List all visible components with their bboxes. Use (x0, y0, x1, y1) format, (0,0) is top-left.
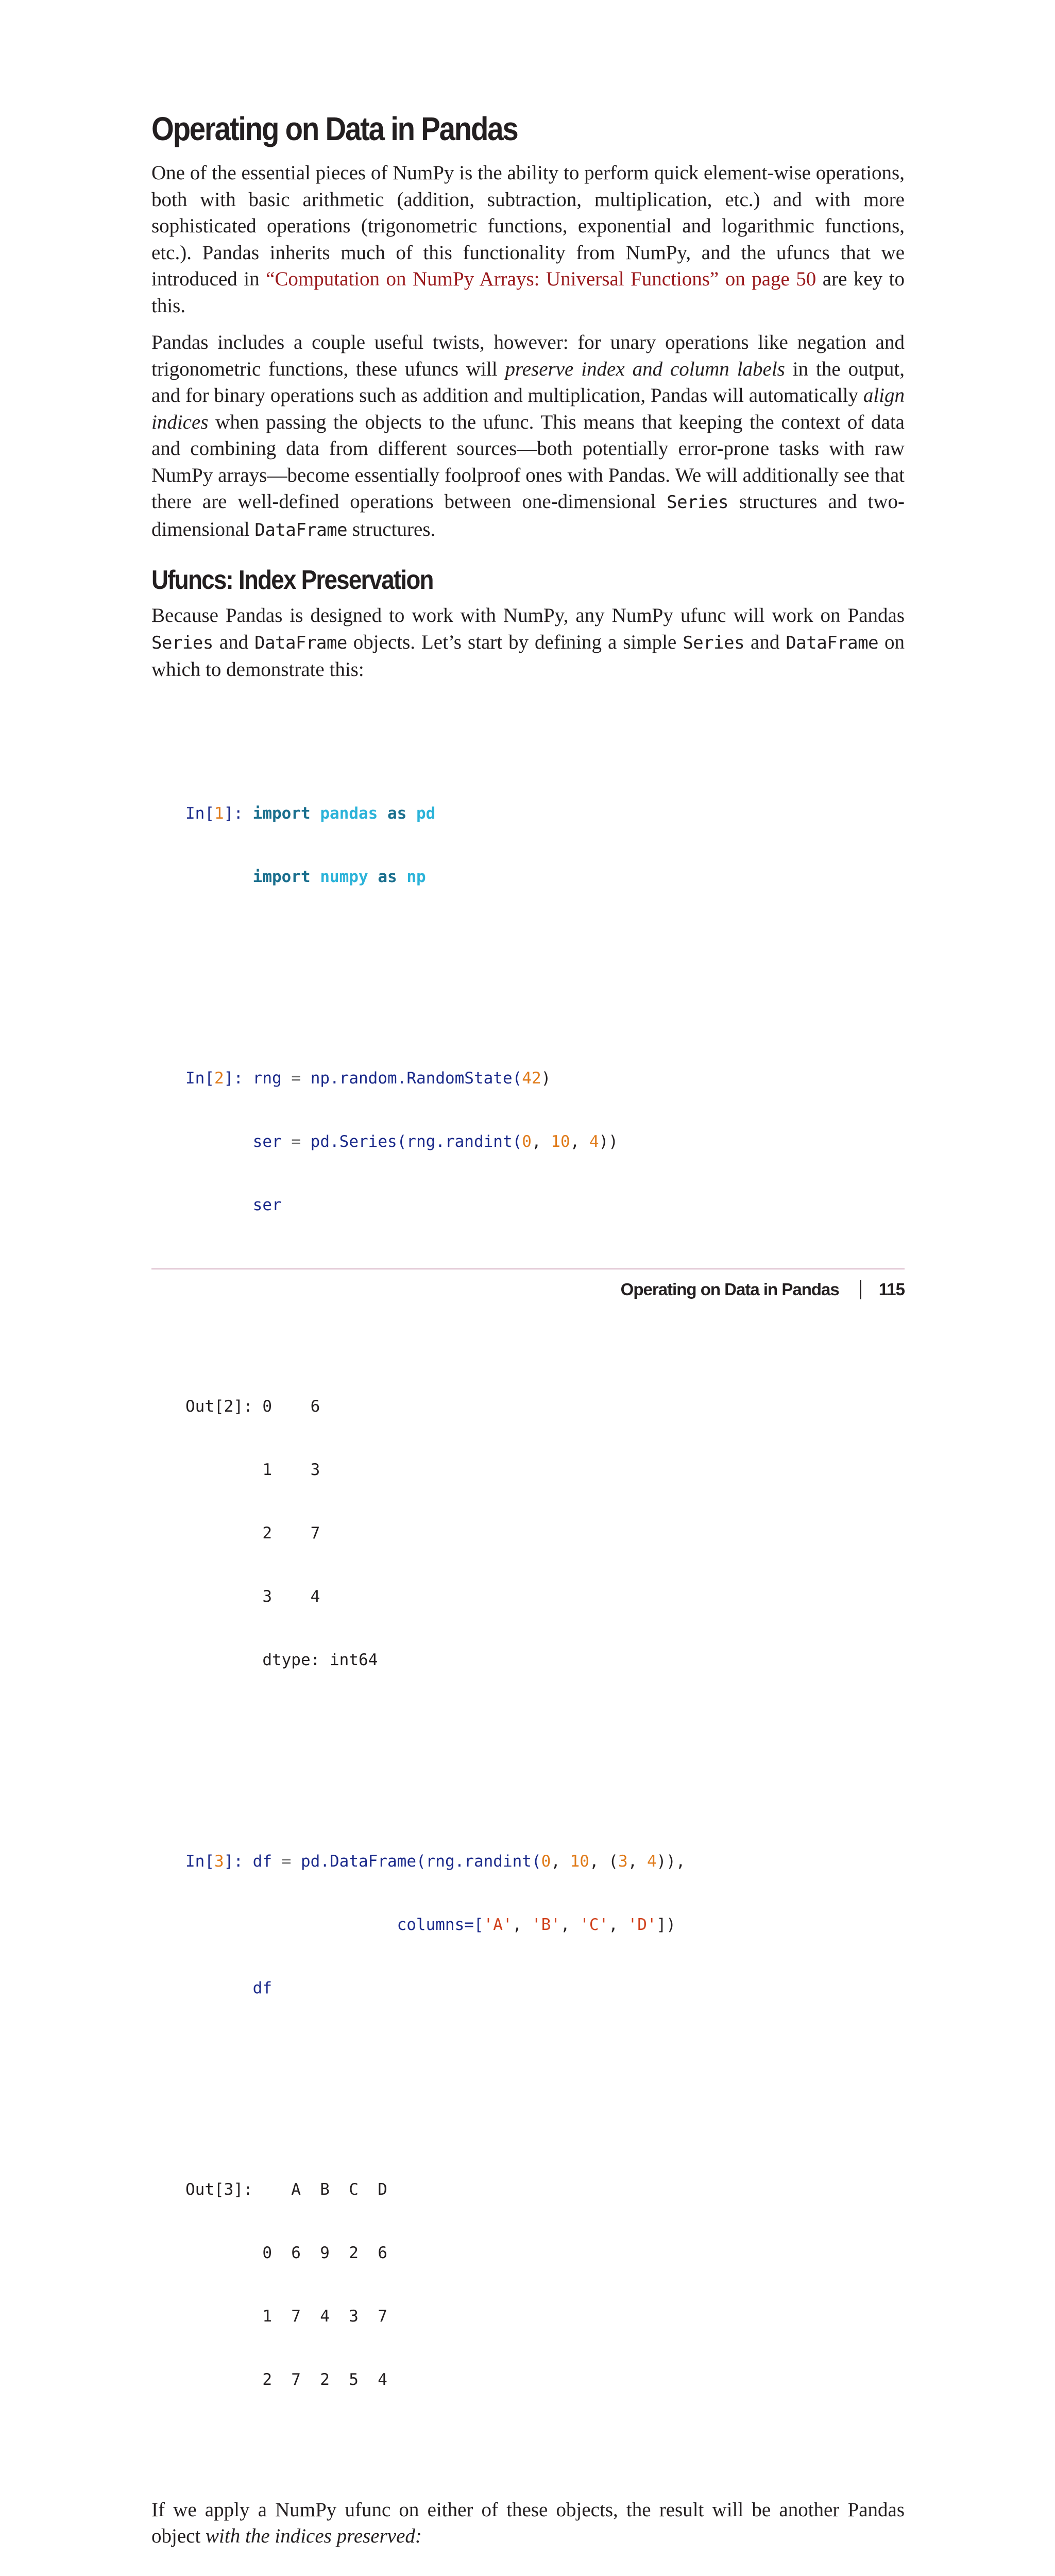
code-line (185, 1195, 905, 1216)
number: 0 (522, 1132, 532, 1151)
identifier: np.random.RandomState( (311, 1069, 522, 1088)
inline-code-dataframe: DataFrame (254, 633, 347, 653)
punctuation: , (513, 1916, 532, 1934)
number: 0 (541, 1852, 551, 1871)
emphasis-preserve-labels: preserve index and column labels (505, 358, 785, 380)
code-cell-in1 (185, 761, 905, 930)
punctuation: , (551, 1852, 570, 1871)
footer-chapter-title: Operating on Data in Pandas (621, 1280, 839, 1299)
identifier: columns=[ (397, 1916, 484, 1934)
operator: = (291, 1069, 301, 1088)
string: 'B' (532, 1916, 560, 1934)
output-prompt: Out[2]: (185, 1397, 262, 1416)
operator: = (282, 1852, 292, 1871)
input-prompt: In[2]: (185, 1069, 253, 1088)
output-text: 1 3 (262, 1461, 320, 1479)
number: 10 (570, 1852, 589, 1871)
ufunc-text-1: Because Pandas is designed to work with NumPy, any NumPy ufunc will work on Pandas (151, 604, 905, 626)
code-line (185, 1914, 905, 1936)
identifier: ser (253, 1132, 282, 1151)
output-text: 0 6 (262, 1397, 320, 1416)
code-cell-out3 (185, 2137, 905, 2433)
number: 42 (522, 1069, 541, 1088)
code-line (185, 1978, 905, 1999)
output-line (185, 1460, 905, 1481)
number: 4 (647, 1852, 657, 1871)
punctuation: , (532, 1132, 551, 1151)
number: 10 (551, 1132, 570, 1151)
output-line (185, 1523, 905, 1544)
number: 4 (589, 1132, 599, 1151)
ufunc-text-5: on which to demonstrate this: (151, 631, 905, 681)
punctuation: , (608, 1916, 627, 1934)
output-text: 1 7 4 3 7 (262, 2307, 387, 2326)
punctuation: )) (599, 1132, 618, 1151)
identifier: pd.Series(rng.randint( (311, 1132, 522, 1151)
code-cell-in3 (185, 1809, 905, 2041)
identifier: pd.DataFrame(rng.randint( (301, 1852, 541, 1871)
ufunc-text-2: and (213, 631, 254, 653)
identifier: df (253, 1979, 272, 1997)
punctuation: , (560, 1916, 580, 1934)
string: 'A' (484, 1916, 513, 1934)
string: 'D' (628, 1916, 657, 1934)
keyword: import (253, 804, 311, 823)
twists-text-1: Pandas includes a couple useful twists, however: for unary operations like negation and trigonometric functions, these ufuncs will (151, 331, 905, 380)
punctuation: ]) (657, 1916, 676, 1934)
output-line (185, 1586, 905, 1607)
code-line (185, 803, 905, 824)
footer-divider (151, 1268, 905, 1269)
twists-text-2: in the output, and for binary operations such as addition and multiplication, Pandas will automatically (151, 358, 905, 407)
input-prompt: In[3]: (185, 1852, 253, 1871)
punctuation: )), (657, 1852, 686, 1871)
module-alias: pd (416, 804, 435, 823)
page-content (151, 103, 905, 2576)
string: 'C' (580, 1916, 608, 1934)
intro-paragraph (151, 160, 905, 319)
page-title: Operating on Data in Pandas (151, 103, 814, 155)
identifier: ser (253, 1196, 282, 1214)
code-cell-in2 (185, 1026, 905, 1258)
output-line (185, 2369, 905, 2391)
module-name: pandas (320, 804, 378, 823)
output-line (185, 1396, 905, 1417)
output-line (185, 2243, 905, 2264)
operator: = (291, 1132, 301, 1151)
code-cell-out2 (185, 1354, 905, 1713)
module-alias: np (406, 868, 426, 886)
ufunc-text-4: and (744, 631, 786, 653)
code-line (185, 1851, 905, 1872)
code-line (185, 1068, 905, 1089)
ufunc-result-paragraph (151, 2497, 905, 2550)
punctuation: , (628, 1852, 647, 1871)
output-text: 2 7 2 5 4 (262, 2370, 387, 2389)
identifier: df (253, 1852, 272, 1871)
code-listing-2 (185, 2562, 905, 2576)
output-line (185, 2179, 905, 2200)
twists-text-5: structures. (347, 518, 435, 540)
keyword: import (253, 868, 311, 886)
ufunc-paragraph (151, 602, 905, 683)
emphasis-indices-preserved: with the indices preserved: (206, 2525, 422, 2547)
module-name: numpy (320, 868, 368, 886)
section-heading: Ufuncs: Index Preservation (151, 561, 814, 599)
punctuation: , ( (589, 1852, 618, 1871)
intro-text-end: are key to this. (151, 268, 905, 317)
output-line (185, 2306, 905, 2327)
output-text: 0 6 9 2 6 (262, 2244, 387, 2262)
page-number: 115 (879, 1280, 905, 1299)
output-prompt: Out[3]: (185, 2180, 262, 2199)
inline-code-dataframe: DataFrame (786, 633, 878, 653)
inline-code-series: Series (151, 633, 213, 653)
code-line (185, 867, 905, 888)
output-text: dtype: int64 (262, 1651, 378, 1669)
twists-text-3: when passing the objects to the ufunc. This means that keeping the context of data and combining data from different sources—both potentially error-prone tasks with raw NumPy arrays—become essentially foolproof ones with Pandas. We will additionally see that there are well-defined operations between one-dimensional (151, 411, 905, 513)
twists-paragraph (151, 329, 905, 544)
emphasis-align-indices: align indices (151, 384, 905, 433)
inline-code-dataframe: DataFrame (254, 520, 347, 540)
ufunc-text-3: objects. Let’s start by defining a simple (347, 631, 683, 653)
code-listing (185, 698, 905, 2486)
inline-code-series: Series (667, 492, 728, 513)
punctuation: ) (541, 1069, 551, 1088)
code-line (185, 1131, 905, 1153)
number: 3 (618, 1852, 628, 1871)
footer-separator (860, 1280, 861, 1299)
inline-code-series: Series (683, 633, 744, 653)
output-text: 3 4 (262, 1587, 320, 1606)
keyword: as (387, 804, 406, 823)
punctuation: , (570, 1132, 589, 1151)
output-text: 2 7 (262, 1524, 320, 1543)
keyword: as (378, 868, 397, 886)
output-line (185, 1650, 905, 1671)
intro-text: One of the essential pieces of NumPy is the ability to perform quick element-wise operations, both with basic arithmetic (addition, subtraction, multiplication, etc.) and with more sophisticated operations (trigonometric functions, exponential and logarithmic functions, etc.). Pandas inherits much of this functionality from NumPy, and the ufuncs that we introduced in (151, 162, 905, 290)
output-text: A B C D (262, 2180, 387, 2199)
twists-text-4: structures and two-dimensional (151, 490, 905, 540)
identifier: rng (253, 1069, 282, 1088)
result-text: If we apply a NumPy ufunc on either of these objects, the result will be another Pandas object (151, 2499, 905, 2548)
cross-reference-link[interactable]: “Computation on NumPy Arrays: Universal Functions” on page 50 (266, 268, 816, 290)
page-footer (621, 1277, 905, 1302)
input-prompt: In[1]: (185, 804, 253, 823)
